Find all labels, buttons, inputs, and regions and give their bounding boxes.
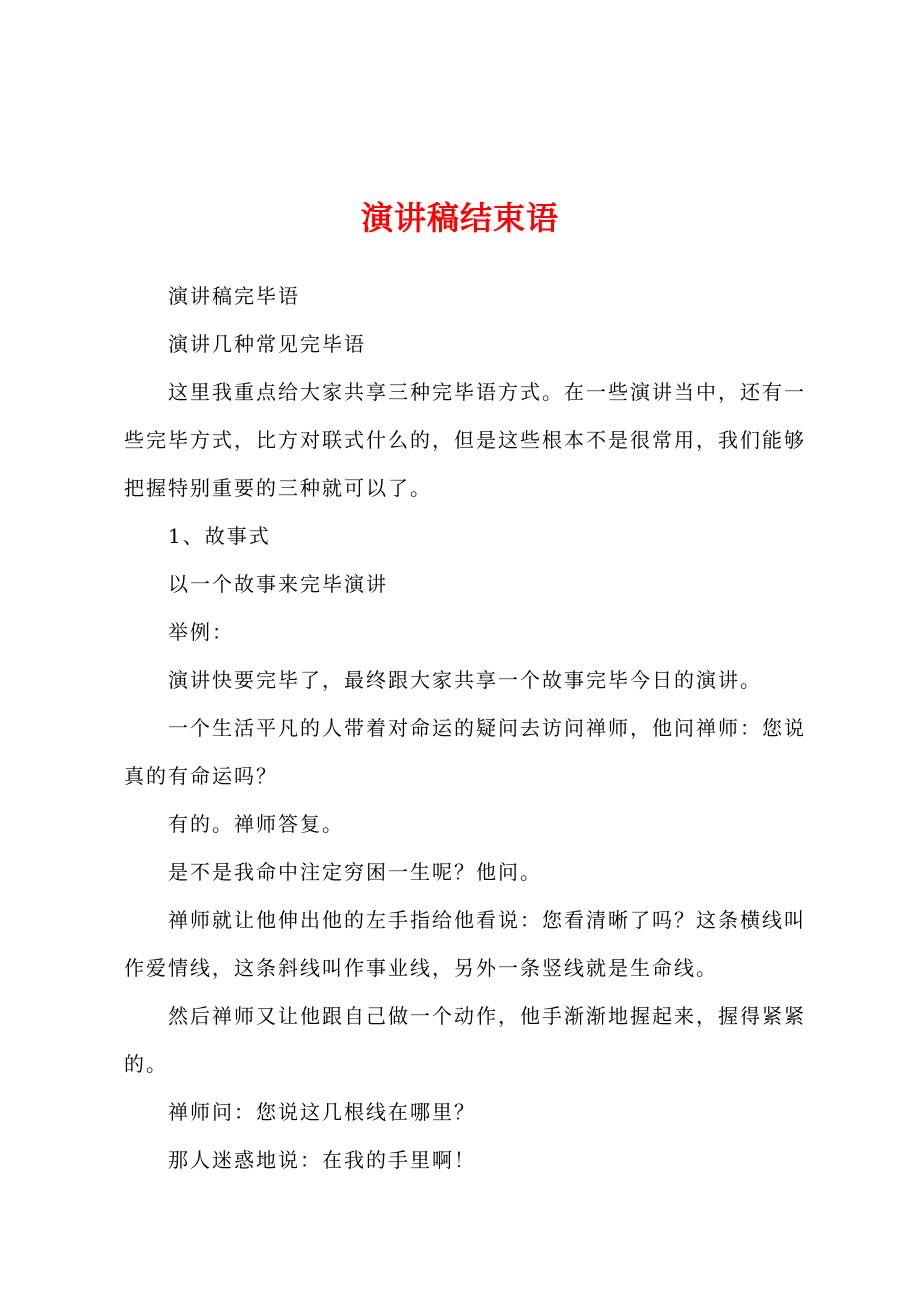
- paragraph: 举例：: [168, 620, 234, 644]
- paragraph: 1、故事式: [168, 524, 271, 548]
- paragraph: 禅师问：您说这几根线在哪里？: [168, 1100, 476, 1124]
- paragraph: 有的。禅师答复。: [168, 812, 344, 836]
- paragraph: 演讲稿完毕语: [168, 284, 300, 308]
- paragraph: 这里我重点给大家共享三种完毕语方式。在一些演讲当中，还有一些完毕方式，比方对联式什么的，但是这些根本不是很常用，我们能够把握特别重要的三种就可以了。: [124, 380, 806, 500]
- paragraph: 一个生活平凡的人带着对命运的疑问去访问禅师，他问禅师：您说真的有命运吗？: [124, 716, 806, 788]
- paragraph: 演讲快要完毕了，最终跟大家共享一个故事完毕今日的演讲。: [168, 668, 762, 692]
- paragraph: 那人迷惑地说：在我的手里啊！: [168, 1148, 476, 1172]
- paragraph: 以一个故事来完毕演讲: [168, 572, 388, 596]
- paragraph: 是不是我命中注定穷困一生呢？他问。: [168, 860, 542, 884]
- paragraph: 然后禅师又让他跟自己做一个动作，他手渐渐地握起来，握得紧紧的。: [124, 1004, 806, 1076]
- document-body: [124, 272, 806, 1184]
- document-title: 演讲稿结束语: [360, 199, 559, 237]
- paragraph: 演讲几种常见完毕语: [168, 332, 366, 356]
- paragraph: 禅师就让他伸出他的左手指给他看说：您看清晰了吗？这条横线叫作爱情线，这条斜线叫作事业线，另外一条竖线就是生命线。: [124, 908, 806, 980]
